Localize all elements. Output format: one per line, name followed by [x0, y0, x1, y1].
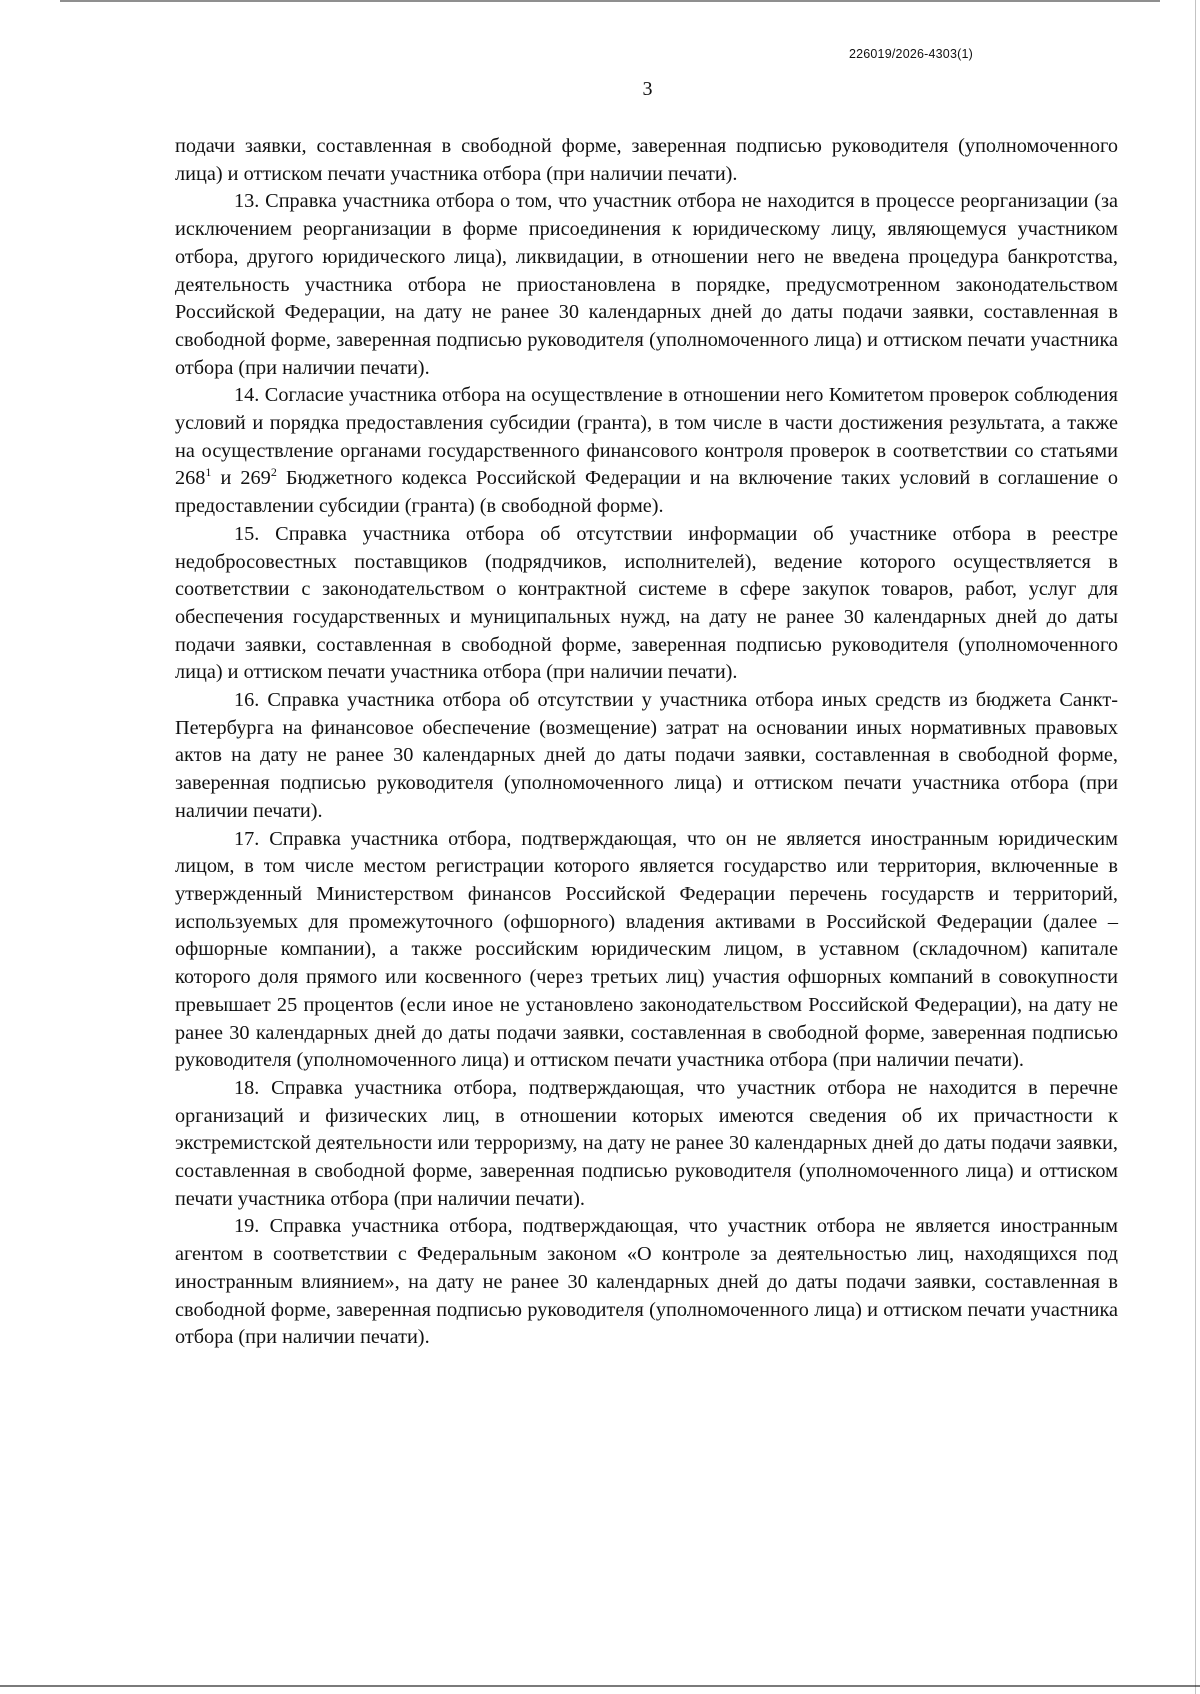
document-body — [175, 133, 1118, 1352]
scan-edge-right — [1195, 0, 1200, 1694]
paragraph-19: 19. Справка участника отбора, подтверждающая, что участник отбора не является иностранным агентом в соответствии с Федеральным законом «О контроле за деятельностью лиц, находящихся под иностранным влиянием», на дату не ранее 30 календарных дней до даты подачи заявки, составленная в свободной форме, заверенная подписью руководителя (уполномоченного лица) и оттиском печати участника отбора (при наличии печати). — [175, 1215, 1118, 1349]
paragraph-15: 15. Справка участника отбора об отсутствии информации об участнике отбора в реестре недобросовестных поставщиков (подрядчиков, исполнителей), ведение которого осуществляется в соответствии с законодательством о контрактной системе в сфере закупок товаров, работ, услуг для обеспечения государственных и муниципальных нужд, на дату не ранее 30 календарных дней до даты подачи заявки, составленная в свободной форме, заверенная подписью руководителя (уполномоченного лица) и оттиском печати участника отбора (при наличии печати). — [175, 522, 1118, 684]
paragraph-17: 17. Справка участника отбора, подтверждающая, что он не является иностранным юридическим лицом, в том числе местом регистрации которого является государство или территория, включенные в утвержденный Министерством финансов Российской Федерации перечень государств и территорий, используемых для промежуточного (офшорного) владения активами в Российской Федерации (далее – офшорные компании), а также российским юридическим лицом, в уставном (складочном) капитале которого доля прямого или косвенного (через третьих лиц) участия офшорных компаний в совокупности превышает 25 процентов (если иное не установлено законодательством Российской Федерации), на дату не ранее 30 календарных дней до даты подачи заявки, составленная в свободной форме, заверенная подписью руководителя (уполномоченного лица) и оттиском печати участника отбора (при наличии печати). — [175, 827, 1118, 1072]
paragraph-14-text-3: Бюджетного кодекса Российской Федерации и на включение таких условий в соглашение о предоставлении субсидии (гранта) (в свободной форме). — [175, 467, 1118, 518]
paragraph-16: 16. Справка участника отбора об отсутствии у участника отбора иных средств из бюджета Санкт-Петербурга на финансовое обеспечение (возмещение) затрат на основании иных нормативных правовых актов на дату не ранее 30 календарных дней до даты подачи заявки, составленная в свободной форме, заверенная подписью руководителя (уполномоченного лица) и оттиском печати участника отбора (при наличии печати). — [175, 689, 1118, 822]
superscript-1: 1 — [205, 465, 212, 480]
paragraph-13: 13. Справка участника отбора о том, что участник отбора не находится в процессе реорганизации (за исключением реорганизации в форме присоединения к юридическому лицу, являющемуся участником отбора, другого юридического лица), ликвидации, в отношении него не введена процедура банкротства, деятельность участника отбора не приостановлена в порядке, предусмотренном законодательством Российской Федерации, на дату не ранее 30 календарных дней до даты подачи заявки, составленная в свободной форме, заверенная подписью руководителя (уполномоченного лица) и оттиском печати участника отбора (при наличии печати). — [175, 190, 1118, 379]
scan-edge-top — [60, 0, 1160, 5]
paragraph-18: 18. Справка участника отбора, подтверждающая, что участник отбора не находится в перечне организаций и физических лиц, в отношении которых имеются сведения об их причастности к экстремистской деятельности или терроризму, на дату не ранее 30 календарных дней до даты подачи заявки, составленная в свободной форме, заверенная подписью руководителя (уполномоченного лица) и оттиском печати участника отбора (при наличии печати). — [175, 1076, 1118, 1210]
paragraph-12-continuation: подачи заявки, составленная в свободной форме, заверенная подписью руководителя (уполномоченного лица) и оттиском печати участника отбора (при наличии печати). — [175, 135, 1118, 185]
document-registration-number: 226019/2026-4303(1) — [848, 47, 973, 61]
page-number: 3 — [642, 78, 653, 100]
scan-edge-bottom — [0, 1685, 1200, 1690]
superscript-2: 2 — [270, 465, 277, 480]
paragraph-14-text-2: и 269 — [211, 467, 271, 490]
paragraph-14 — [175, 382, 1118, 521]
paragraph-14-text-1: 14. Согласие участника отбора на осуществление в отношении него Комитетом проверок соблюдения условий и порядка предоставления субсидии (гранта), в том числе в части достижения результата, а также на осуществление органами государственного финансового контроля проверок в соответствии со статьями 268 — [175, 384, 1118, 490]
